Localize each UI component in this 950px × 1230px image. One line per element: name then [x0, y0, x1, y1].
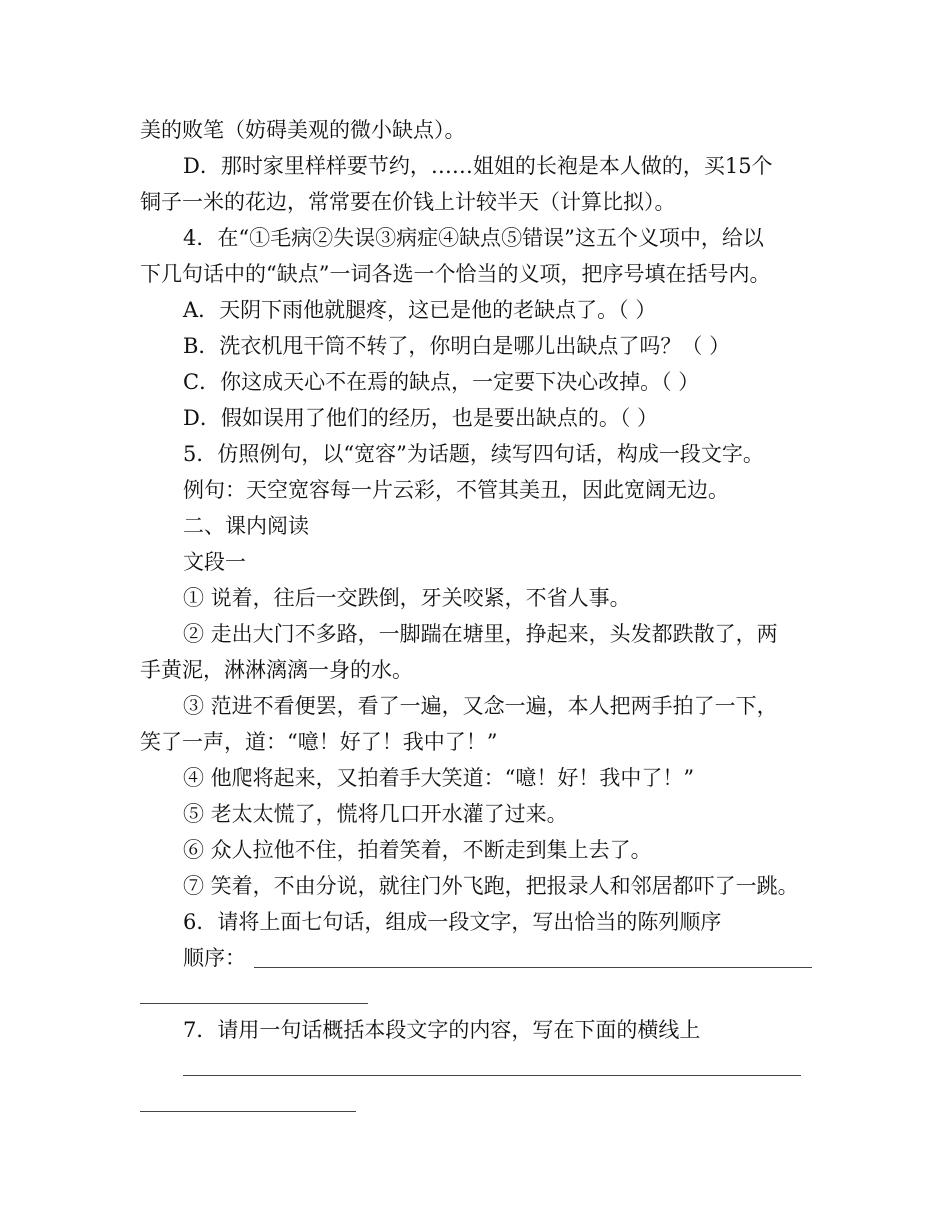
order-answer-row: [140, 940, 812, 976]
section-heading: 二、课内阅读: [183, 514, 309, 538]
question-4-c: C．你这成天心不在焉的缺点，一定要下决心改掉。（ ）: [183, 370, 700, 394]
document-body: [140, 112, 812, 1120]
text-line: 手黄泥，淋淋漓漓一身的水。: [140, 658, 413, 682]
passage-sentence-2: ② 走出大门不多路，一脚踹在塘里，挣起来，头发都跌散了，两: [183, 622, 778, 646]
order-label: 顺序：: [183, 946, 246, 970]
passage-sentence-4: ④ 他爬将起来，又拍着手大笑道：“噫！好！我中了！”: [183, 766, 695, 790]
order-answer-continuation: [140, 976, 812, 1012]
text-line: 笑了一声，道：“噫！好了！我中了！”: [140, 730, 498, 754]
question-6: 6．请将上面七句话，组成一段文字，写出恰当的陈列顺序: [183, 910, 722, 934]
question-5: 5．仿照例句，以“宽容”为话题，续写四句话，构成一段文字。: [183, 442, 764, 466]
passage-sentence-5: ⑤ 老太太慌了，慌将几口开水灌了过来。: [183, 802, 568, 826]
order-answer-line-2[interactable]: [140, 981, 368, 1004]
summary-answer-line-2[interactable]: [140, 1089, 356, 1112]
passage-sentence-7: ⑦ 笑着，不由分说，就往门外飞跑，把报录人和邻居都吓了一跳。: [183, 874, 799, 898]
summary-answer-row: [140, 1048, 812, 1084]
order-answer-line[interactable]: [254, 945, 812, 968]
text-line: 下几句话中的“缺点”一词各选一个恰当的义项，把序号填在括号内。: [140, 262, 771, 286]
passage-sentence-3: ③ 范进不看便罢，看了一遍，又念一遍，本人把两手拍了一下，: [183, 694, 778, 718]
summary-answer-continuation: [140, 1084, 812, 1120]
summary-answer-line[interactable]: [183, 1053, 801, 1076]
text-line: 美的败笔（妨碍美观的微小缺点）。: [140, 118, 466, 142]
question-4-d: D．假如误用了他们的经历，也是要出缺点的。（ ）: [183, 406, 659, 430]
example-sentence: 例句：天空宽容每一片云彩，不管其美丑，因此宽阔无边。: [183, 478, 729, 502]
question-4-b: B．洗衣机甩干筒不转了，你明白是哪儿出缺点了吗？（ ）: [183, 334, 731, 358]
question-7: 7．请用一句话概括本段文字的内容，写在下面的横线上: [183, 1018, 701, 1042]
text-line: D．那时家里样样要节约，……姐姐的长袍是本人做的，买15个: [183, 154, 773, 178]
question-4: 4．在“①毛病②失误③病症④缺点⑤错误”这五个义项中，给以: [183, 226, 764, 250]
question-4-a: A．天阴下雨他就腿疼，这已是他的老缺点了。（ ）: [183, 298, 657, 322]
passage-sentence-1: ① 说着，往后一交跌倒，牙关咬紧，不省人事。: [183, 586, 631, 610]
passage-heading: 文段一: [183, 550, 246, 574]
text-line: 铜子一米的花边，常常要在价钱上计较半天（计算比拟）。: [140, 190, 676, 214]
passage-sentence-6: ⑥ 众人拉他不住，拍着笑着，不断走到集上去了。: [183, 838, 652, 862]
